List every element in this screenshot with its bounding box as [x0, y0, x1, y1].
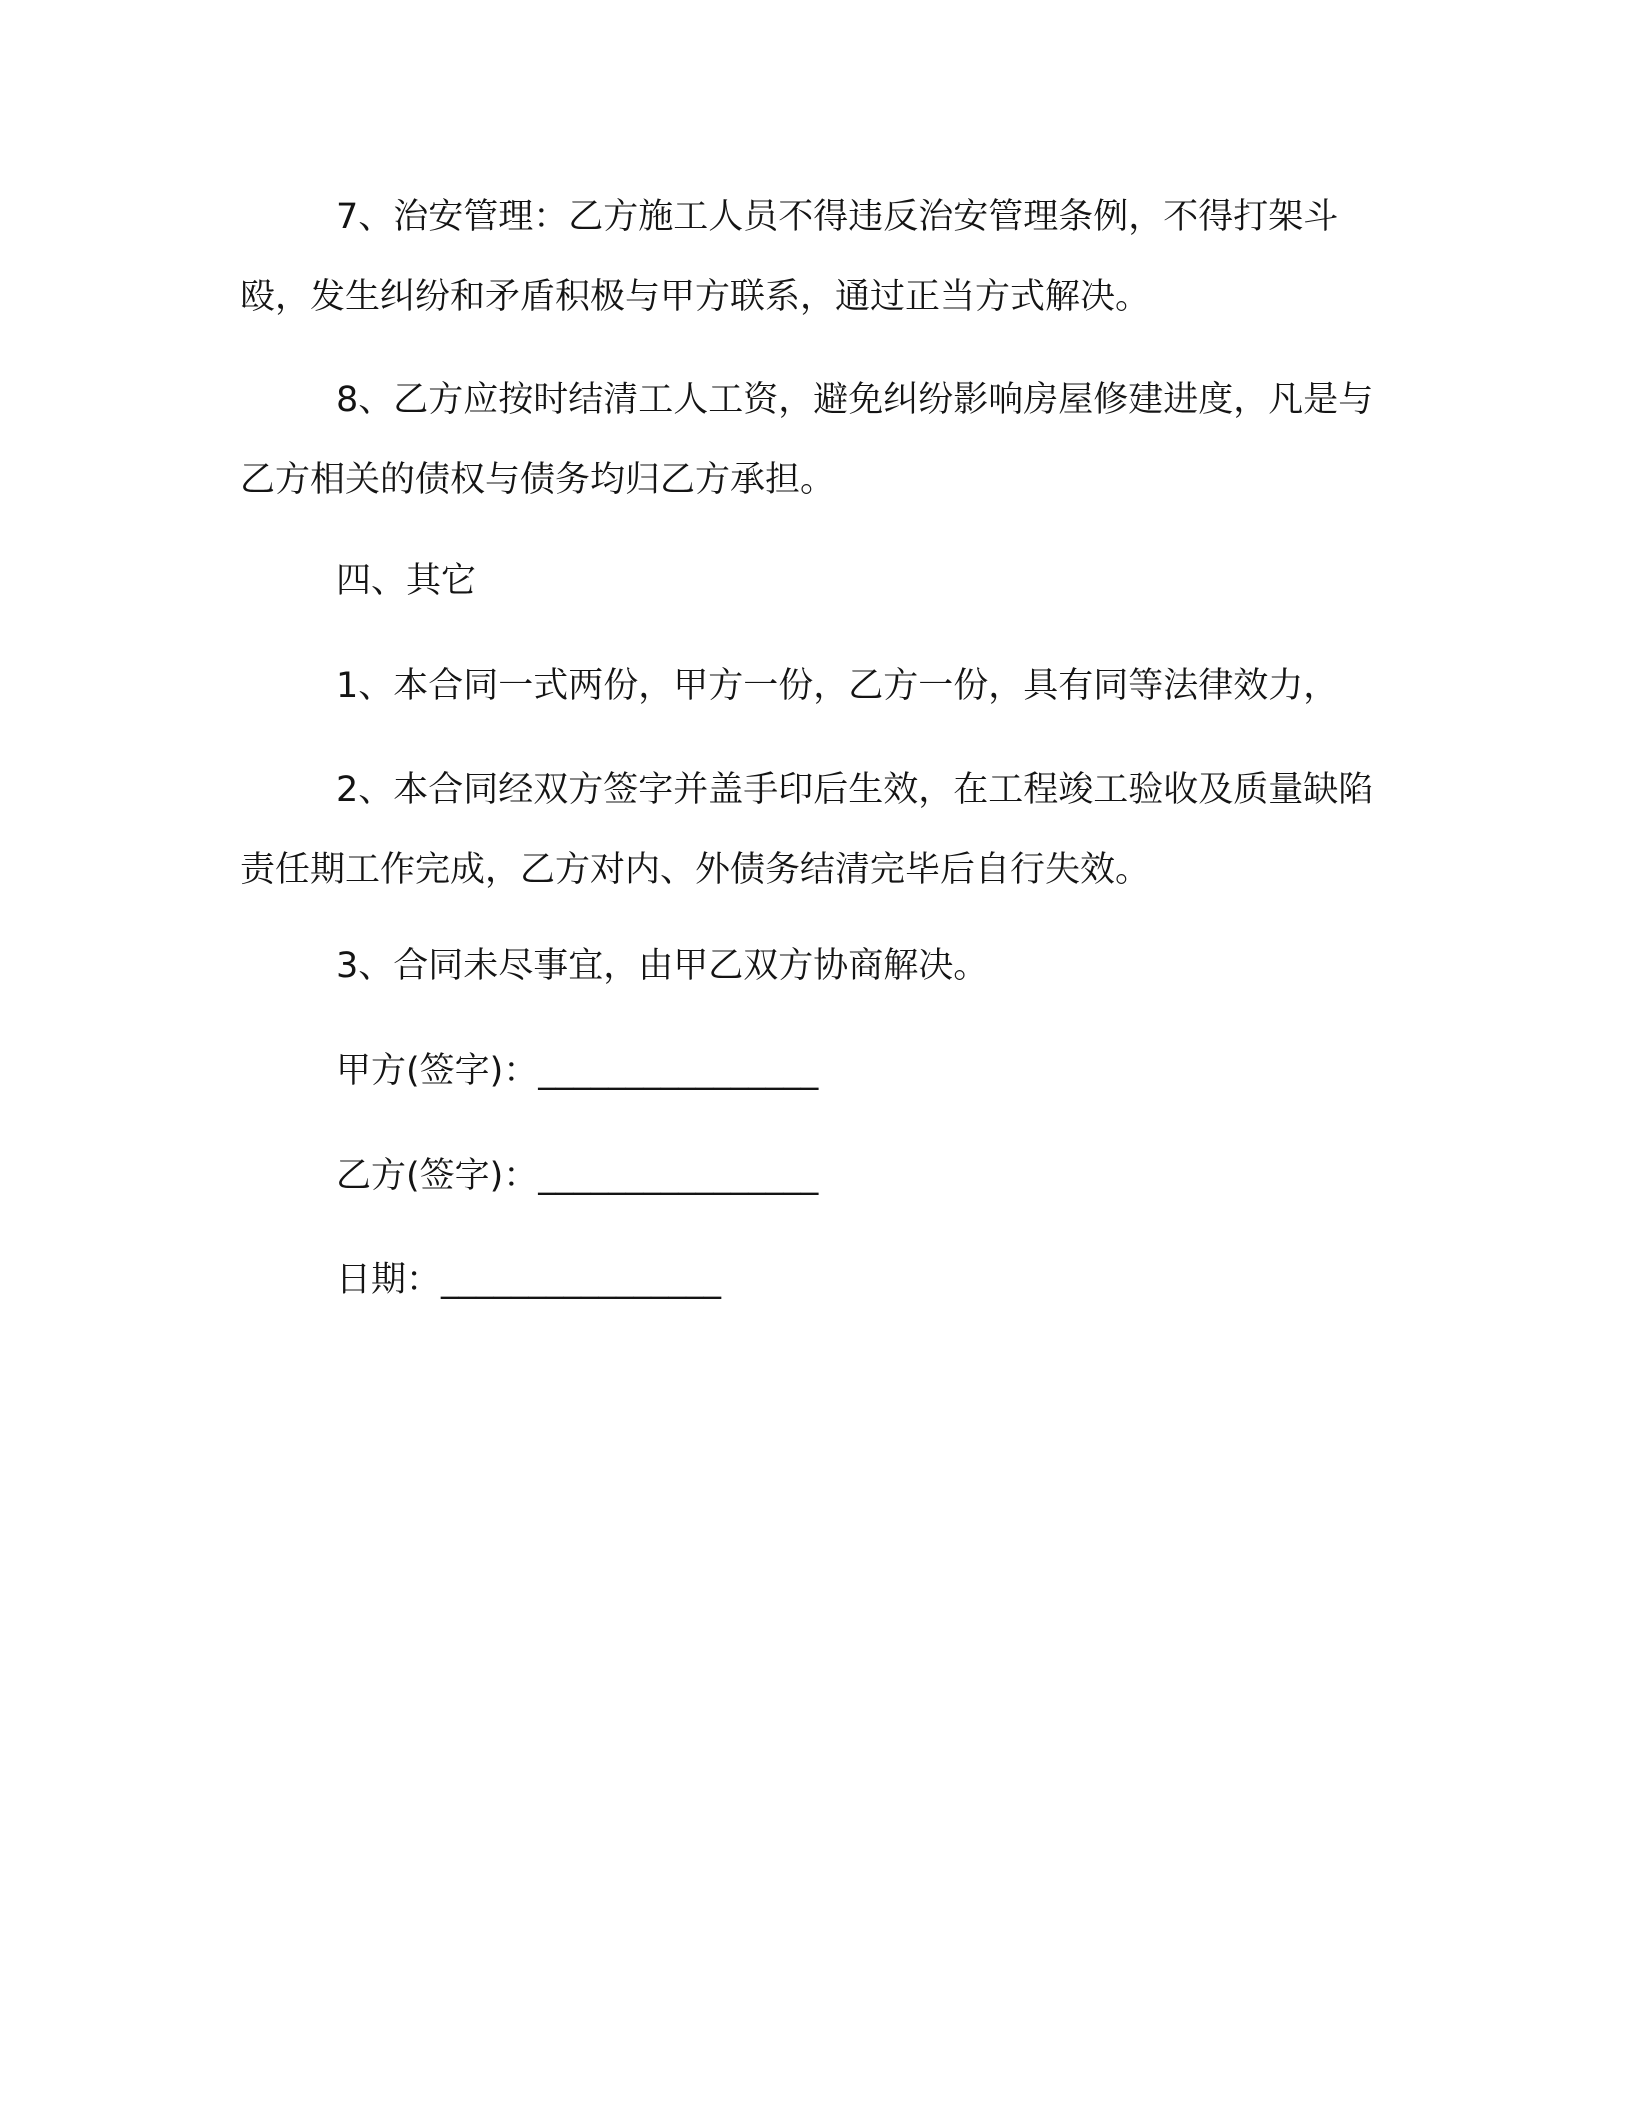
other-item-2: 2、本合同经双方签字并盖手印后生效，在工程竣工验收及质量缺陷责任期工作完成，乙方对内、外债务结清完毕后自行失效。: [240, 770, 1374, 890]
clause-8-wages: 8、乙方应按时结清工人工资，避免纠纷影响房屋修建进度，凡是与乙方相关的债权与债务均归乙方承担。: [240, 380, 1374, 500]
other-item-3: 3、合同未尽事宜，由甲乙双方协商解决。: [336, 946, 989, 986]
party-a-signature-line: 甲方(签字)：________________: [336, 1051, 819, 1091]
party-b-signature-line: 乙方(签字)：________________: [336, 1156, 819, 1196]
clause-7-public-security: 7、治安管理：乙方施工人员不得违反治安管理条例，不得打架斗殴，发生纠纷和矛盾积极与甲方联系，通过正当方式解决。: [240, 197, 1339, 317]
section-heading-other: 四、其它: [336, 561, 477, 601]
other-item-1: 1、本合同一式两份，甲方一份，乙方一份，具有同等法律效力，: [336, 666, 1339, 706]
date-line: 日期：________________: [336, 1260, 722, 1300]
